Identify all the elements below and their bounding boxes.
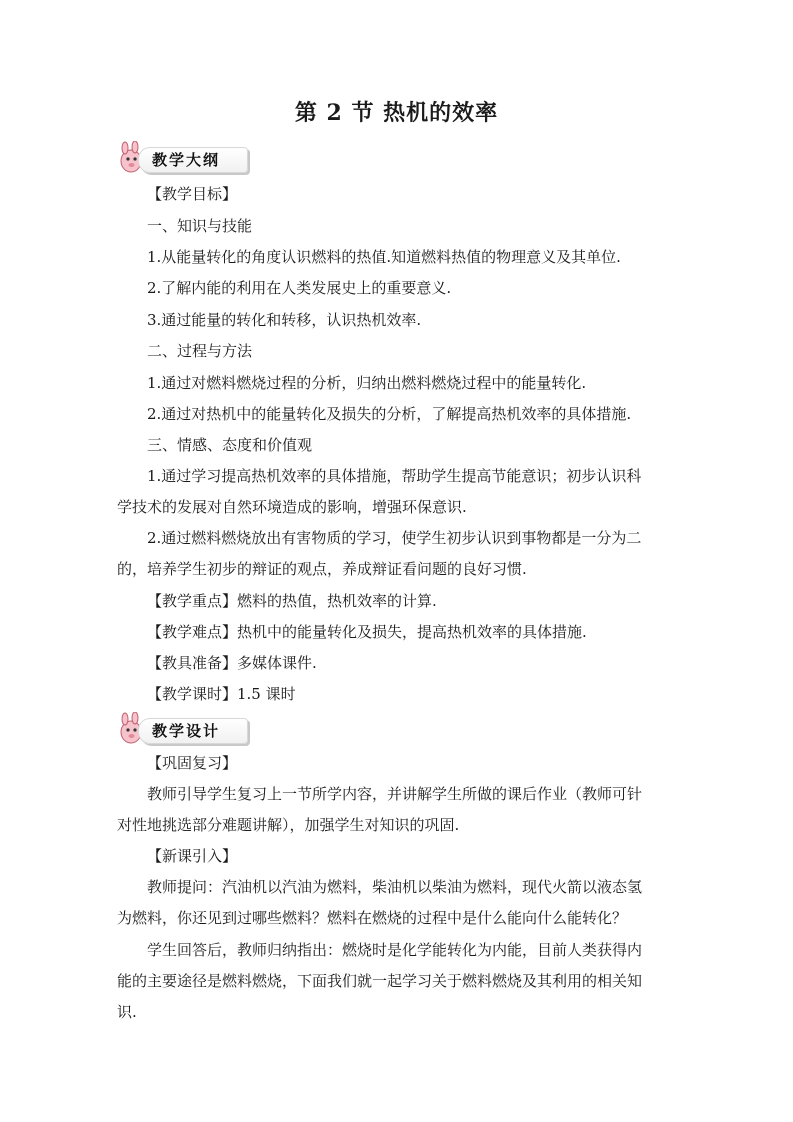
badge-label: 教学大纲 xyxy=(152,151,221,169)
knowledge-item-3: 3.通过能量的转化和转移，认识热机效率. xyxy=(147,311,422,329)
answer-line-1: 学生回答后，教师归纳指出：燃烧时是化学能转化为内能，目前人类获得内 xyxy=(147,941,643,959)
emotion-heading: 三、情感、态度和价值观 xyxy=(147,436,313,454)
emotion-item-1-line-1: 1.通过学习提高热机效率的具体措施，帮助学生提高节能意识；初步认识科 xyxy=(147,467,642,485)
knowledge-item-2: 2.了解内能的利用在人类发展史上的重要意义. xyxy=(147,279,452,297)
process-item-1: 1.通过对燃料燃烧过程的分析，归纳出燃料燃烧过程中的能量转化. xyxy=(147,374,587,392)
materials: 【教具准备】多媒体课件. xyxy=(147,654,317,672)
badge-label: 教学设计 xyxy=(152,722,221,740)
knowledge-heading: 一、知识与技能 xyxy=(147,217,253,235)
process-heading: 二、过程与方法 xyxy=(147,342,253,360)
review-line-1: 教师引导学生复习上一节所学内容，并讲解学生所做的课后作业（教师可针 xyxy=(147,785,643,803)
knowledge-item-1: 1.从能量转化的角度认识燃料的热值.知道燃料热值的物理意义及其单位. xyxy=(147,248,621,266)
class-hours: 【教学课时】1.5 课时 xyxy=(147,685,296,703)
section-badge-outline xyxy=(116,141,246,175)
review-heading: 【巩固复习】 xyxy=(147,754,238,772)
answer-line-2: 能的主要途径是燃料燃烧，下面我们就一起学习关于燃料燃烧及其利用的相关知 xyxy=(117,972,643,990)
key-point: 【教学重点】燃料的热值，热机效率的计算. xyxy=(147,592,437,610)
answer-line-3: 识. xyxy=(117,1003,137,1021)
process-item-2: 2.通过对热机中的能量转化及损失的分析，了解提高热机效率的具体措施. xyxy=(147,405,632,423)
emotion-item-2-line-1: 2.通过燃料燃烧放出有害物质的学习，使学生初步认识到事物都是一分为二 xyxy=(147,529,642,547)
difficulty: 【教学难点】热机中的能量转化及损失，提高热机效率的具体措施. xyxy=(147,623,587,641)
review-line-2: 对性地挑选部分难题讲解），加强学生对知识的巩固. xyxy=(117,816,460,834)
intro-heading: 【新课引入】 xyxy=(147,847,238,865)
intro-line-2: 为燃料，你还见到过哪些燃料？燃料在燃烧的过程中是什么能向什么能转化？ xyxy=(117,909,628,927)
page-title: 第 2 节 热机的效率 xyxy=(294,100,499,126)
emotion-item-1-line-2: 学技术的发展对自然环境造成的影响，增强环保意识. xyxy=(117,498,467,516)
intro-line-1: 教师提问：汽油机以汽油为燃料，柴油机以柴油为燃料，现代火箭以液态氢 xyxy=(147,878,643,896)
section-badge-design xyxy=(116,712,246,746)
goals-heading: 【教学目标】 xyxy=(147,185,238,203)
emotion-item-2-line-2: 的，培养学生初步的辩证的观点，养成辩证看问题的良好习惯. xyxy=(117,560,527,578)
